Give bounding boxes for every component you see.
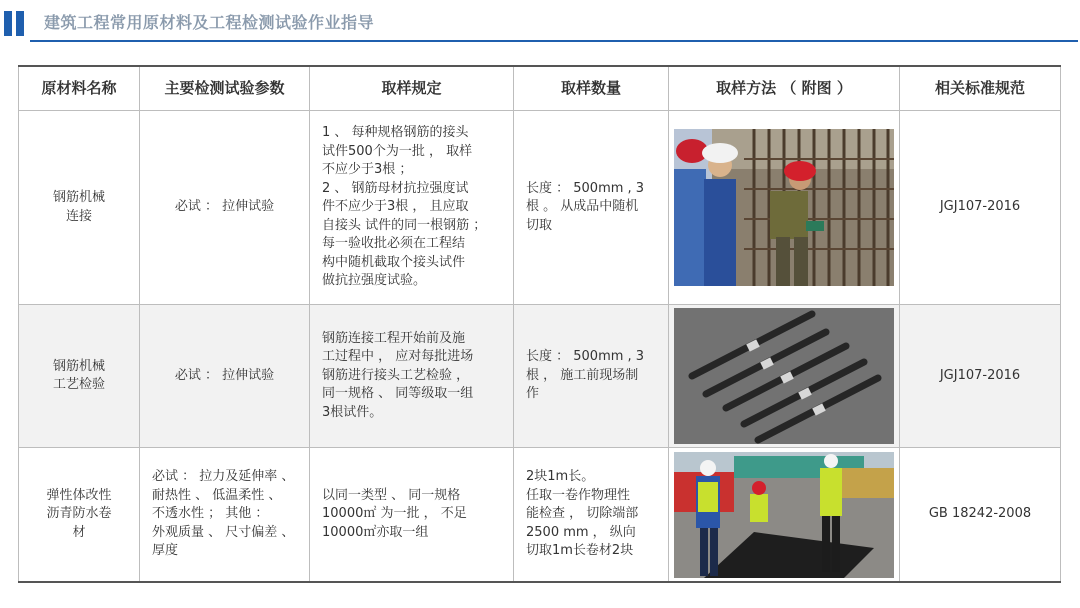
cell-material: 钢筋机械 连接 bbox=[19, 111, 140, 305]
cell-params: 必试 ： 拉伸试验 bbox=[140, 305, 310, 448]
header-accent-bar bbox=[16, 11, 24, 36]
cell-material: 钢筋机械 工艺检验 bbox=[19, 305, 140, 448]
cell-rule: 以同一类型 、 同一规格 10000㎡ 为一批 ， 不足 10000㎡亦取一组 bbox=[310, 448, 514, 583]
col-header-standard: 相关标准规范 bbox=[900, 66, 1061, 111]
cell-rule: 1 、 每种规格钢筋的接头 试件500个为一批 ， 取样 不应少于3根 ； 2 、 钢筋母材抗拉强度试 件不应少于3根 ， 且应取 自接头 试件的同一根钢筋 ； 每一验收批必须在工程结 构中随机截取个接头试件 做抗拉强度试验。 bbox=[310, 111, 514, 305]
col-header-material: 原材料名称 bbox=[19, 66, 140, 111]
col-header-qty: 取样数量 bbox=[514, 66, 669, 111]
header-accent-bar bbox=[4, 11, 12, 36]
cell-qty: 2块1m长。 任取一卷作物理性 能检查 ， 切除端部 2500 mm ， 纵向 切取1m长卷材2块 bbox=[514, 448, 669, 583]
slide-header bbox=[0, 0, 1080, 44]
header-divider bbox=[30, 40, 1078, 42]
cell-params: 必试 ： 拉伸试验 bbox=[140, 111, 310, 305]
table-row bbox=[19, 111, 1061, 305]
cell-rule: 钢筋连接工程开始前及施 工过程中 ， 应对每批进场 钢筋进行接头工艺检验 ， 同一规格 、 同等级取一组 3根试件。 bbox=[310, 305, 514, 448]
table-row bbox=[19, 305, 1061, 448]
cell-standard: GB 18242-2008 bbox=[900, 448, 1061, 583]
table-header-row bbox=[19, 66, 1061, 111]
cell-photo bbox=[669, 111, 900, 305]
cell-photo bbox=[669, 448, 900, 583]
cell-params: 必试 ： 拉力及延伸率 、 耐热性 、 低温柔性 、 不透水性 ； 其他 ： 外观质量 、 尺寸偏差 、 厚度 bbox=[140, 448, 310, 583]
table-row bbox=[19, 448, 1061, 583]
col-header-method: 取样方法 （ 附图 ） bbox=[669, 66, 900, 111]
col-header-params: 主要检测试验参数 bbox=[140, 66, 310, 111]
cell-standard: JGJ107-2016 bbox=[900, 111, 1061, 305]
cell-material: 弹性体改性 沥青防水卷 材 bbox=[19, 448, 140, 583]
slide-title: 建筑工程常用原材料及工程检测试验作业指导 bbox=[44, 13, 375, 32]
cell-standard: JGJ107-2016 bbox=[900, 305, 1061, 448]
workers-testing-rebar-photo bbox=[674, 129, 894, 286]
cell-photo bbox=[669, 305, 900, 448]
col-header-rule: 取样规定 bbox=[310, 66, 514, 111]
waterproof-membrane-site-photo bbox=[674, 452, 894, 578]
rebar-specimens-photo bbox=[674, 308, 894, 444]
guidance-table bbox=[18, 65, 1061, 583]
cell-qty: 长度 ： 500mm , 3 根 ， 施工前现场制 作 bbox=[514, 305, 669, 448]
cell-qty: 长度 ： 500mm , 3 根 。 从成品中随机 切取 bbox=[514, 111, 669, 305]
